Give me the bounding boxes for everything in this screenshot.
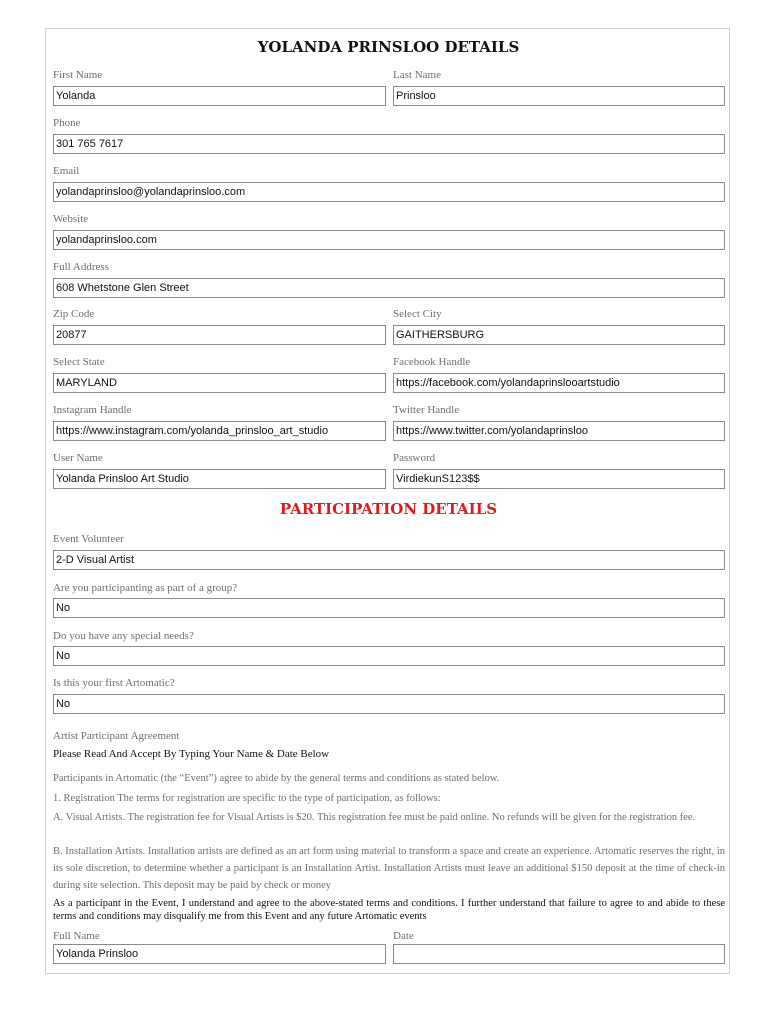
first-name-field[interactable]: Yolanda bbox=[53, 86, 386, 106]
special-needs-label: Do you have any special needs? bbox=[53, 630, 194, 642]
last-name-label: Last Name bbox=[393, 69, 441, 81]
email-field[interactable]: yolandaprinsloo@yolandaprinsloo.com bbox=[53, 182, 725, 202]
volunteer-label: Event Volunteer bbox=[53, 533, 124, 545]
zip-label: Zip Code bbox=[53, 308, 95, 320]
details-title: YOLANDA PRINSLOO DETAILS bbox=[257, 38, 520, 56]
full-name-label: Full Name bbox=[53, 930, 100, 942]
first-name-label: First Name bbox=[53, 69, 103, 81]
first-artomatic-field[interactable]: No bbox=[53, 694, 725, 714]
username-label: User Name bbox=[53, 452, 103, 464]
state-label: Select State bbox=[53, 356, 105, 368]
acceptance-paragraph: As a participant in the Event, I understand and agree to the above-stated terms and conditions. I further understand that failure to agree to and abide to these terms and conditions may disqualify me from this Event and any future Artomatic events bbox=[53, 898, 725, 922]
website-field[interactable]: yolandaprinsloo.com bbox=[53, 230, 725, 250]
password-label: Password bbox=[393, 452, 436, 464]
website-label: Website bbox=[53, 213, 89, 225]
volunteer-field[interactable]: 2-D Visual Artist bbox=[53, 550, 725, 570]
facebook-label: Facebook Handle bbox=[393, 356, 471, 368]
state-field[interactable]: MARYLAND bbox=[53, 373, 386, 393]
email-label: Email bbox=[53, 165, 80, 177]
special-needs-field[interactable]: No bbox=[53, 646, 725, 666]
registration-paragraph: 1. Registration The terms for registration are specific to the type of participation, as follows: bbox=[53, 793, 441, 804]
username-field[interactable]: Yolanda Prinsloo Art Studio bbox=[53, 469, 386, 489]
group-field[interactable]: No bbox=[53, 598, 725, 618]
first-artomatic-label: Is this your first Artomatic? bbox=[53, 677, 175, 689]
installation-artists-paragraph: B. Installation Artists. Installation artists are defined as an art form using material to transform a space and create an experience. Artomatic reserves the right, in its sole discretion, to determine whether a participant is an Installation Artist. Installation Artists must leave an additional $150 deposit at the time of check-in during site selection. This deposit may be paid by check or money bbox=[53, 846, 725, 891]
date-label: Date bbox=[393, 930, 414, 942]
date-field[interactable] bbox=[393, 944, 725, 964]
twitter-field[interactable]: https://www.twitter.com/yolandaprinsloo bbox=[393, 421, 725, 441]
agreement-instruction: Please Read And Accept By Typing Your Name & Date Below bbox=[53, 748, 330, 760]
phone-label: Phone bbox=[53, 117, 81, 129]
agreement-paragraph: Participants in Artomatic (the “Event”) agree to abide by the general terms and conditions as stated below. bbox=[53, 773, 500, 784]
instagram-label: Instagram Handle bbox=[53, 404, 132, 416]
password-field[interactable]: VirdiekunS123$$ bbox=[393, 469, 725, 489]
address-label: Full Address bbox=[53, 261, 109, 273]
form-page bbox=[45, 28, 730, 974]
visual-artists-paragraph: A. Visual Artists. The registration fee for Visual Artists is $20. This registration fee must be paid online. No refunds will be given for the registration fee. bbox=[53, 812, 696, 823]
participation-title: PARTICIPATION DETAILS bbox=[279, 500, 498, 518]
city-field[interactable]: GAITHERSBURG bbox=[393, 325, 725, 345]
twitter-label: Twitter Handle bbox=[393, 404, 460, 416]
group-label: Are you participanting as part of a group? bbox=[53, 582, 238, 594]
instagram-field[interactable]: https://www.instagram.com/yolanda_prinsloo_art_studio bbox=[53, 421, 386, 441]
phone-field[interactable]: 301 765 7617 bbox=[53, 134, 725, 154]
address-field[interactable]: 608 Whetstone Glen Street bbox=[53, 278, 725, 298]
facebook-field[interactable]: https://facebook.com/yolandaprinslooartstudio bbox=[393, 373, 725, 393]
agreement-label: Artist Participant Agreement bbox=[53, 730, 180, 742]
zip-field[interactable]: 20877 bbox=[53, 325, 386, 345]
city-label: Select City bbox=[393, 308, 442, 320]
last-name-field[interactable]: Prinsloo bbox=[393, 86, 725, 106]
full-name-field[interactable]: Yolanda Prinsloo bbox=[53, 944, 386, 964]
